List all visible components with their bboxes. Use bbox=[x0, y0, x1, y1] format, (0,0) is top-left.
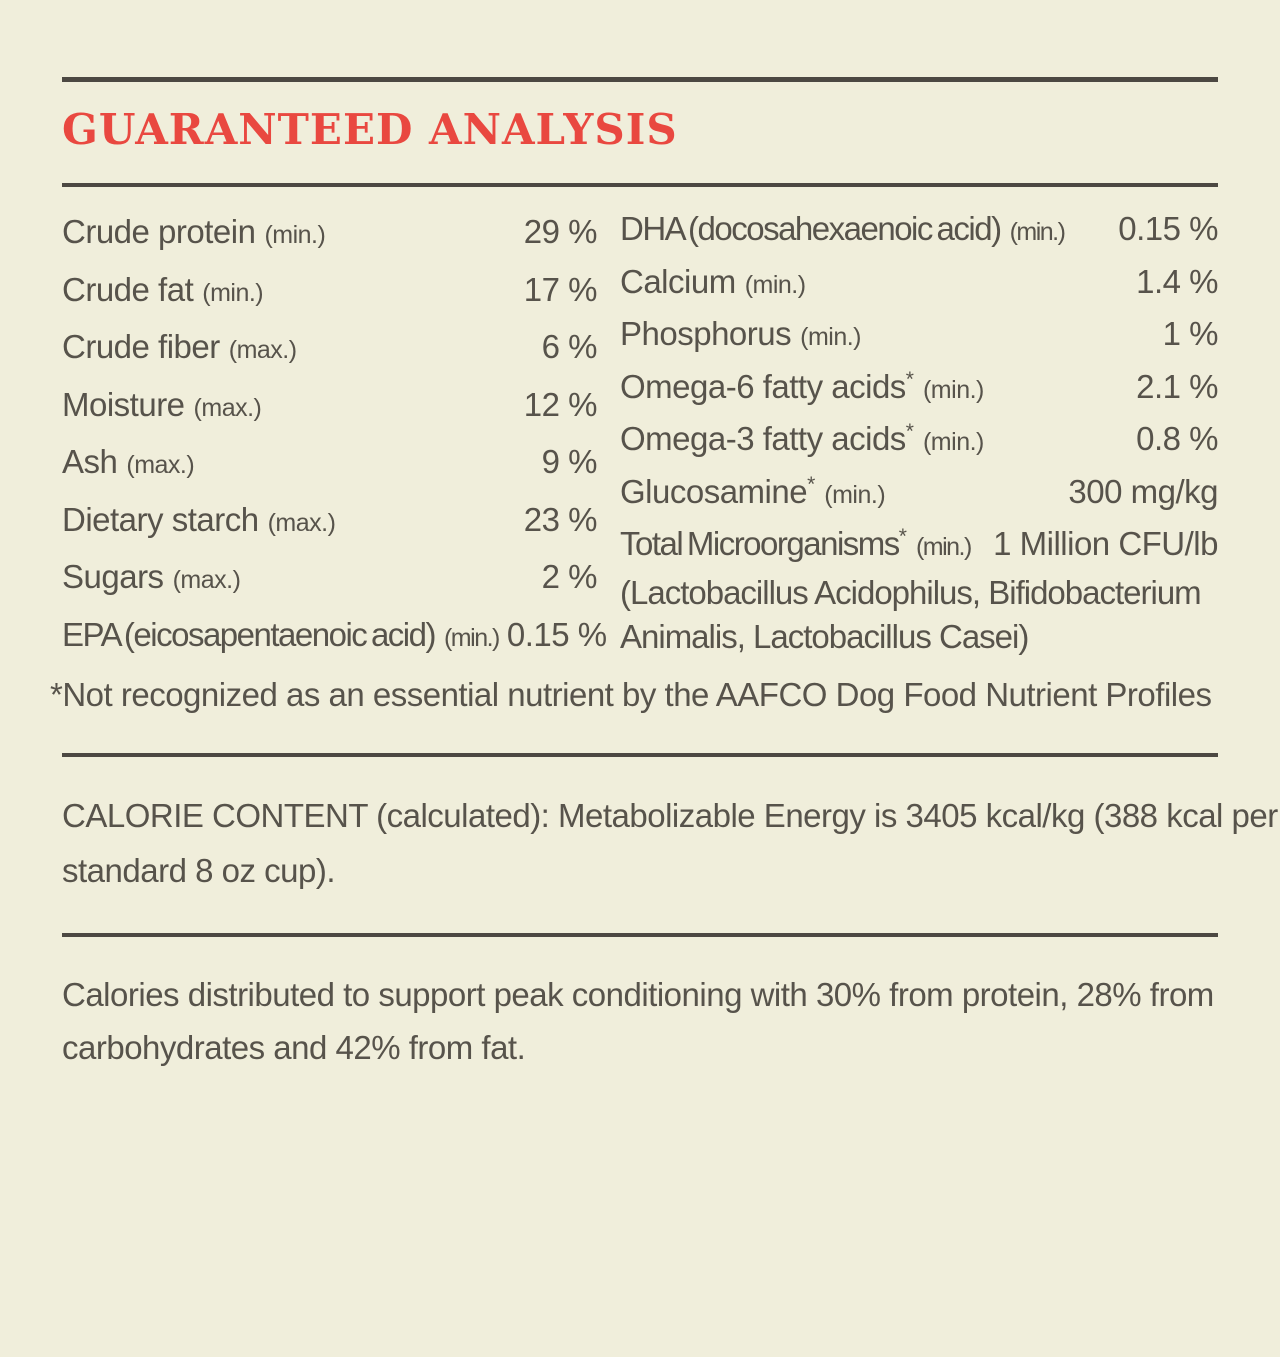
nutrient-value: 17 % bbox=[523, 270, 597, 308]
nutrient-row bbox=[620, 203, 1218, 256]
nutrient-name: Crude protein bbox=[62, 213, 256, 250]
nutrient-note: (max.) bbox=[267, 508, 336, 537]
nutrient-name: Total Microorganisms bbox=[620, 525, 899, 562]
nutrient-note: (max.) bbox=[228, 336, 297, 364]
nutrient-value: 0.8 % bbox=[1136, 420, 1218, 457]
guaranteed-analysis-table bbox=[62, 203, 1218, 663]
footnote-divider bbox=[62, 753, 1218, 757]
nutrient-value: 0.15 % bbox=[1118, 210, 1218, 247]
nutrient-row bbox=[620, 466, 1218, 519]
nutrient-value: 1.4 % bbox=[1136, 262, 1218, 300]
nutrient-note: (min.) bbox=[824, 480, 886, 509]
asterisk-footnote-marker: * bbox=[898, 525, 907, 548]
analysis-column-left bbox=[62, 203, 607, 663]
nutrient-value: 23 % bbox=[523, 500, 597, 538]
nutrient-note: (max.) bbox=[172, 566, 241, 594]
nutrient-row bbox=[62, 491, 597, 549]
nutrient-value: 2 % bbox=[541, 558, 597, 595]
calorie-divider bbox=[62, 933, 1218, 937]
nutrient-continuation-line: (Lactobacillus Acidophilus, Bifidobacterium bbox=[620, 573, 1201, 611]
nutrient-row bbox=[62, 433, 597, 491]
calorie-distribution-line: carbohydrates and 42% from fat. bbox=[62, 1029, 526, 1066]
nutrient-row bbox=[62, 318, 597, 376]
nutrient-name: Calcium bbox=[620, 262, 736, 300]
nutrient-value: 2.1 % bbox=[1136, 367, 1218, 405]
nutrient-name: Omega-6 fatty acids bbox=[620, 367, 906, 405]
calorie-distribution-line: Calories distributed to support peak conditioning with 30% from protein, 28% from bbox=[62, 976, 1214, 1013]
nutrient-note: (max.) bbox=[126, 451, 195, 479]
title-divider bbox=[62, 183, 1218, 187]
nutrient-note: (min.) bbox=[915, 533, 971, 561]
analysis-column-right bbox=[620, 203, 1218, 663]
nutrient-name: Sugars bbox=[62, 558, 164, 595]
nutrient-row bbox=[62, 606, 607, 664]
nutrient-value: 1 Million CFU/lb bbox=[993, 525, 1218, 562]
nutrient-note: (min.) bbox=[922, 428, 984, 456]
nutrient-row bbox=[620, 308, 1218, 361]
nutrient-row bbox=[62, 548, 597, 606]
nutrient-row bbox=[620, 413, 1218, 466]
nutrient-value: 12 % bbox=[523, 385, 597, 423]
nutrient-value: 0.15 % bbox=[506, 615, 607, 653]
asterisk-footnote-marker: * bbox=[905, 367, 914, 391]
nutrient-row bbox=[62, 376, 597, 434]
nutrient-name: Phosphorus bbox=[620, 315, 792, 352]
nutrient-value: 6 % bbox=[541, 328, 597, 365]
aafco-footnote: *Not recognized as an essential nutrient by the AAFCO Dog Food Nutrient Profiles bbox=[50, 676, 1212, 713]
nutrient-name: Omega-3 fatty acids bbox=[620, 420, 906, 457]
nutrient-row bbox=[620, 361, 1218, 414]
nutrient-name: Crude fat bbox=[62, 270, 194, 308]
nutrient-value: 1 % bbox=[1162, 315, 1218, 352]
nutrient-name: Glucosamine bbox=[620, 472, 808, 510]
nutrient-row bbox=[62, 261, 597, 319]
nutrient-name: EPA (eicosapentaenoic acid) bbox=[62, 615, 435, 653]
asterisk-footnote-marker: * bbox=[905, 420, 914, 443]
nutrient-value: 9 % bbox=[541, 443, 597, 480]
page-title: GUARANTEED ANALYSIS bbox=[62, 105, 678, 154]
nutrient-name: DHA (docosahexaenoic acid) bbox=[620, 210, 1001, 247]
nutrition-label bbox=[0, 77, 1280, 1074]
calorie-content-line: CALORIE CONTENT (calculated): Metabolizable Energy is 3405 kcal/kg (388 kcal per bbox=[62, 797, 1278, 834]
nutrient-row bbox=[620, 256, 1218, 309]
nutrient-note: (min.) bbox=[264, 221, 326, 249]
calorie-distribution-paragraph bbox=[62, 968, 1218, 1074]
column-gap bbox=[597, 203, 620, 663]
nutrient-note: (min.) bbox=[443, 623, 499, 652]
top-divider bbox=[62, 77, 1218, 82]
nutrient-name: Ash bbox=[62, 443, 118, 480]
nutrient-row bbox=[620, 518, 1218, 571]
nutrient-note: (max.) bbox=[193, 393, 262, 422]
nutrient-note: (min.) bbox=[800, 323, 862, 351]
nutrient-note: (min.) bbox=[922, 375, 984, 404]
nutrient-note: (min.) bbox=[744, 270, 806, 299]
nutrient-continuation-line: Animalis, Lactobacillus Casei) bbox=[620, 617, 1029, 655]
nutrient-row bbox=[62, 203, 597, 261]
calorie-content-paragraph bbox=[62, 788, 1278, 898]
nutrient-value: 300 mg/kg bbox=[1068, 472, 1218, 510]
nutrient-note: (min.) bbox=[202, 278, 264, 307]
nutrient-name: Moisture bbox=[62, 385, 185, 423]
nutrient-name: Crude fiber bbox=[62, 328, 220, 365]
nutrient-value: 29 % bbox=[523, 213, 597, 250]
asterisk-footnote-marker: * bbox=[807, 472, 816, 496]
nutrient-note: (min.) bbox=[1009, 218, 1065, 246]
nutrient-name: Dietary starch bbox=[62, 500, 259, 538]
calorie-content-line: standard 8 oz cup). bbox=[62, 852, 335, 889]
